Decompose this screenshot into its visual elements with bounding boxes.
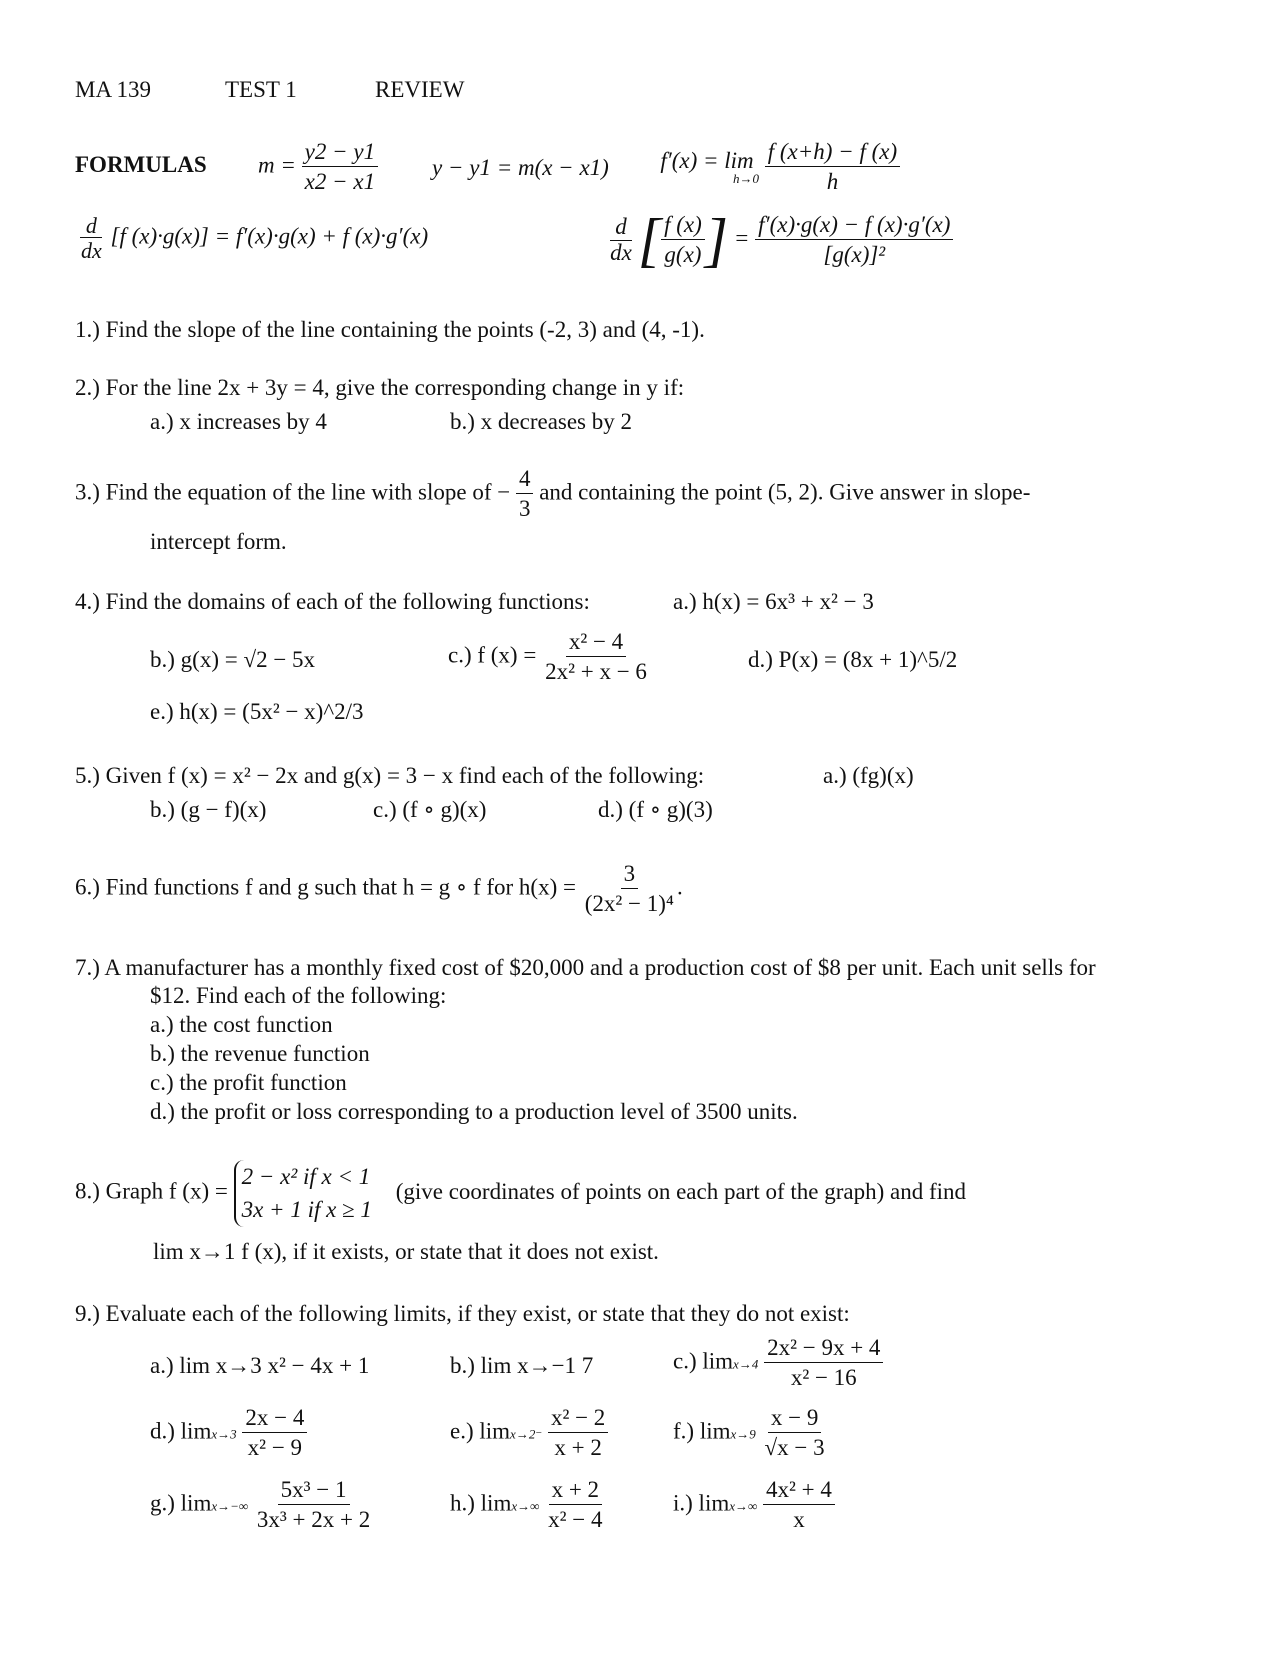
question-5: 5.) Given f (x) = x² − 2x and g(x) = 3 − x find each of the following: [75, 763, 705, 788]
limit-f-num: x − 9 [768, 1406, 821, 1433]
test-title: TEST 1 [225, 77, 297, 102]
question-5-a: a.) (fg)(x) [823, 763, 914, 788]
question-1: 1.) Find the slope of the line containing the points (-2, 3) and (4, -1). [75, 317, 705, 342]
question-6-num: 3 [621, 862, 639, 889]
question-3-rest: and containing the point (5, 2). Give answer in slope- [539, 479, 1031, 505]
derivative-numerator: f (x+h) − f (x) [765, 140, 900, 167]
limit-c-num: 2x² − 9x + 4 [764, 1336, 883, 1363]
limit-i-sub: x→∞ [729, 1498, 758, 1514]
question-4-c-den: 2x² + x − 6 [545, 659, 647, 685]
limit-i-num: 4x² + 4 [763, 1478, 835, 1505]
point-slope-formula: y − y1 = m(x − x1) [432, 155, 609, 180]
quotient-d: d [615, 214, 627, 240]
question-3 [75, 467, 1030, 521]
question-2-a: a.) x increases by 4 [150, 409, 327, 434]
question-5-b: b.) (g − f)(x) [150, 797, 267, 822]
derivative-definition [655, 140, 900, 194]
question-4-c-label: c.) f (x) = [448, 642, 537, 668]
limit-d-num: 2x − 4 [242, 1406, 307, 1433]
limit-d [150, 1406, 307, 1460]
limit-e-num: x² − 2 [548, 1406, 608, 1433]
question-2-b: b.) x decreases by 2 [450, 409, 633, 434]
limit-b: b.) lim x→−1 7 [450, 1353, 594, 1378]
question-8-instructions: (give coordinates of points on each part of the graph) and find [395, 1178, 967, 1204]
piece-1: 2 − x² if x < 1 [241, 1164, 371, 1189]
slope-frac-den: 3 [518, 496, 531, 522]
quotient-rule: $\frac{d}{dx}$ [ $\frac{f (x)}{g(x)}$ ] = $\frac{f'(x)\cdot g(x) - f (x)\cdot g'(x)}{\text{[g(x)]²}}$ [610, 210, 953, 270]
question-4-c-num: x² − 4 [566, 630, 626, 657]
limit-f-sub: x→9 [730, 1426, 756, 1442]
slope-numerator: y2 − y1 [302, 140, 378, 167]
question-4-e: e.) h(x) = (5x² − x)^2/3 [150, 699, 364, 724]
slope-formula [258, 140, 378, 194]
slope-lhs: m = [258, 152, 296, 178]
question-5-c: c.) (f ∘ g)(x) [373, 797, 487, 822]
question-7-a: a.) the cost function [150, 1012, 333, 1037]
question-8-label: 8.) Graph f (x) = [75, 1178, 228, 1204]
limit-h-label: h.) lim [450, 1490, 512, 1516]
slope-frac-num: 4 [516, 467, 534, 494]
limit-h-den: x² − 4 [548, 1507, 603, 1533]
question-7: 7.) A manufacturer has a monthly fixed cost of $20,000 and a production cost of $8 per unit. Each unit sells for [75, 955, 1096, 980]
question-3-line-2: intercept form. [150, 529, 287, 554]
limit-c [673, 1336, 883, 1390]
question-7-line-2: $12. Find each of the following: [150, 983, 447, 1008]
limit-h [450, 1478, 606, 1532]
limit-i-label: i.) lim [673, 1490, 730, 1516]
derivative-limit-sub: h→0 [733, 171, 759, 187]
question-8-line-2: lim x→1 f (x), if it exists, or state that it does not exist. [153, 1239, 659, 1264]
limit-e-sub: x→2⁻ [510, 1426, 543, 1442]
limit-c-den: x² − 16 [790, 1365, 857, 1391]
product-dx: dx [81, 238, 102, 264]
question-4-c [448, 630, 650, 684]
limit-i-den: x [793, 1507, 805, 1533]
question-8 [75, 1160, 966, 1227]
limit-e [450, 1406, 608, 1460]
product-rule [78, 214, 428, 262]
question-9: 9.) Evaluate each of the following limits, if they exist, or state that they do not exist: [75, 1301, 850, 1326]
limit-e-label: e.) lim [450, 1418, 511, 1444]
limit-d-sub: x→3 [211, 1426, 237, 1442]
limit-f-label: f.) lim [673, 1418, 731, 1444]
formulas-label: FORMULAS [75, 152, 207, 177]
question-4-d: d.) P(x) = (8x + 1)^5/2 [748, 647, 958, 672]
quotient-numerator: f′(x)·g(x) − f (x)·g′(x) [755, 213, 953, 240]
limit-f [673, 1406, 828, 1460]
piece-2: 3x + 1 if x ≥ 1 [241, 1197, 372, 1223]
slope-denominator: x2 − x1 [304, 169, 376, 195]
question-4-b: b.) g(x) = √2 − 5x [150, 647, 316, 672]
limit-h-sub: x→∞ [511, 1498, 540, 1514]
question-7-b: b.) the revenue function [150, 1041, 370, 1066]
quotient-inner-num: f (x) [661, 213, 705, 240]
question-6-text: 6.) Find functions f and g such that h = g ∘ f for h(x) = [75, 874, 576, 900]
question-3-text: 3.) Find the equation of the line with slope of − [75, 479, 511, 505]
question-5-d: d.) (f ∘ g)(3) [598, 797, 713, 822]
product-rule-body: [f (x)·g(x)] = f′(x)·g(x) + f (x)·g′(x) [110, 223, 429, 249]
limit-d-label: d.) lim [150, 1418, 212, 1444]
question-7-d: d.) the profit or loss corresponding to a production level of 3500 units. [150, 1099, 798, 1124]
limit-c-sub: x→4 [733, 1356, 759, 1372]
limit-i [673, 1478, 835, 1532]
question-6-den: (2x² − 1)⁴ [584, 891, 674, 917]
derivative-denominator: h [826, 169, 839, 195]
limit-c-label: c.) lim [673, 1348, 734, 1374]
question-7-c: c.) the profit function [150, 1070, 347, 1095]
derivative-lhs: f′(x) = lim [660, 148, 754, 174]
limit-f-den: √x − 3 [764, 1435, 825, 1461]
review-title: REVIEW [375, 77, 465, 102]
limit-g-den: 3x³ + 2x + 2 [256, 1507, 371, 1533]
question-6: 6.) Find functions f and g such that h = g ∘ f for h(x) = $\frac{3}{\text{(2x² − 1)⁴}}$ . [75, 861, 683, 917]
question-2: 2.) For the line 2x + 3y = 4, give the corresponding change in y if: [75, 375, 685, 400]
limit-g-sub: x→−∞ [211, 1498, 249, 1514]
question-4: 4.) Find the domains of each of the following functions: [75, 589, 590, 614]
limit-g-label: g.) lim [150, 1490, 212, 1516]
course-code: MA 139 [75, 77, 152, 102]
quotient-inner-den: g(x) [664, 242, 702, 267]
piecewise-function [234, 1160, 372, 1227]
question-4-a: a.) h(x) = 6x³ + x² − 3 [673, 589, 874, 614]
limit-g-num: 5x³ − 1 [278, 1478, 350, 1505]
limit-e-den: x + 2 [554, 1435, 602, 1461]
limit-h-num: x + 2 [549, 1478, 602, 1505]
quotient-dx: dx [610, 239, 632, 265]
limit-d-den: x² − 9 [247, 1435, 303, 1461]
limit-g [150, 1478, 373, 1532]
product-d: d [85, 213, 97, 238]
limit-a: a.) lim x→3 x² − 4x + 1 [150, 1353, 370, 1378]
quotient-denominator: [g(x)]² [823, 242, 886, 267]
